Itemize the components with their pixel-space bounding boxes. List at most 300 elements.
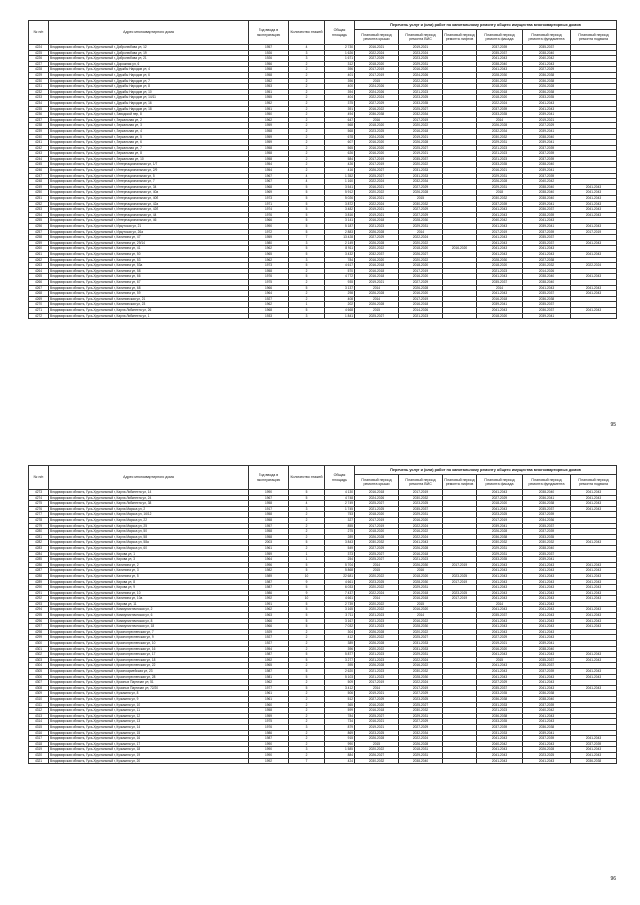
cell-heat: 2017-2019 bbox=[399, 685, 443, 691]
cell-facade: 2027-2029 bbox=[477, 635, 523, 641]
cell-area: 570 bbox=[325, 268, 355, 274]
cell-facade: 2041-2043 bbox=[477, 674, 523, 680]
cell-year: 1992 bbox=[249, 596, 289, 602]
cell-roof: 2026-2028 bbox=[355, 229, 399, 235]
col-heat: Плановый период ремонта ВИС bbox=[399, 475, 443, 490]
cell-floors: 3 bbox=[289, 506, 325, 512]
cell-floors: 5 bbox=[289, 540, 325, 546]
cell-basement: 2041-2043 bbox=[571, 624, 617, 630]
cell-facade: 2033-2035 bbox=[477, 557, 523, 563]
cell-num: 4285 bbox=[29, 557, 49, 563]
cell-foundation: 2041-2043 bbox=[523, 674, 571, 680]
cell-year: 1971 bbox=[249, 201, 289, 207]
cell-floors: 2 bbox=[289, 523, 325, 529]
cell-address: Владимирская область, Гусь-Хрустальный г, Коммунистическая ул, 6 bbox=[49, 613, 249, 619]
cell-heat: 2032-2034 bbox=[399, 179, 443, 185]
cell-heat: 2016-2018 bbox=[399, 590, 443, 596]
cell-foundation: 2037-2039 bbox=[523, 512, 571, 518]
cell-basement: 2041-2043 bbox=[571, 251, 617, 257]
cell-heat: 2020-2022 bbox=[399, 257, 443, 263]
cell-foundation: 2041-2043 bbox=[523, 106, 571, 112]
col-facade: Плановый период ремонта фасада bbox=[477, 30, 523, 45]
cell-roof: 2026-2027 bbox=[355, 168, 399, 174]
cell-roof: 2016-2020 bbox=[355, 257, 399, 263]
cell-address: Владимирская область, Гусь-Хрустальный г, Калинина ул, 10а bbox=[49, 596, 249, 602]
cell-address: Владимирская область, Гусь-Хрустальный г, Кирова ул, 9 bbox=[49, 585, 249, 591]
cell-floors: 5 bbox=[289, 652, 325, 658]
cell-num: 4254 bbox=[29, 212, 49, 218]
cell-foundation: 2041-2043 bbox=[523, 629, 571, 635]
cell-year: 1972 bbox=[249, 229, 289, 235]
cell-area: 784 bbox=[325, 257, 355, 263]
cell-num: 4246 bbox=[29, 168, 49, 174]
cell-num: 4310 bbox=[29, 696, 49, 702]
cell-num: 4299 bbox=[29, 635, 49, 641]
cell-facade: 2023-2025 bbox=[477, 512, 523, 518]
cell-facade: 2021-2023 bbox=[477, 145, 523, 151]
cell-heat: 2030-2032 bbox=[399, 201, 443, 207]
cell-num: 4253 bbox=[29, 207, 49, 213]
cell-address: Владимирская область, Гусь-Хрустальный г, Иркутская ул, 26а bbox=[49, 229, 249, 235]
cell-facade: 2017-2019 bbox=[477, 229, 523, 235]
cell-facade: 2016-2018 bbox=[477, 296, 523, 302]
cell-floors: 2 bbox=[289, 752, 325, 758]
cell-area: 4 748 bbox=[325, 495, 355, 501]
col-lift: Плановый период ремонта лифтов bbox=[443, 475, 477, 490]
cell-area: 1 160 bbox=[325, 179, 355, 185]
cell-roof: 2015 bbox=[355, 741, 399, 747]
cell-roof: 2026-2028 bbox=[355, 302, 399, 308]
cell-area: 22 681 bbox=[325, 573, 355, 579]
cell-heat: 2022-2024 bbox=[399, 534, 443, 540]
cell-foundation: 2041-2043 bbox=[523, 601, 571, 607]
cell-roof: 2027-2029 bbox=[355, 56, 399, 62]
cell-floors: 2 bbox=[289, 95, 325, 101]
cell-num: 4293 bbox=[29, 601, 49, 607]
cell-lift bbox=[443, 313, 477, 319]
cell-facade: 2037-2039 bbox=[477, 45, 523, 51]
cell-heat: 2020-2022 bbox=[399, 629, 443, 635]
cell-foundation: 2026-2028 bbox=[523, 84, 571, 90]
cell-num: 4252 bbox=[29, 201, 49, 207]
cell-roof: 2030-2032 bbox=[355, 540, 399, 546]
cell-area: 5 103 bbox=[325, 674, 355, 680]
cell-num: 4291 bbox=[29, 590, 49, 596]
cell-floors: 5 bbox=[289, 657, 325, 663]
cell-num: 4225 bbox=[29, 50, 49, 56]
cell-num: 4269 bbox=[29, 296, 49, 302]
cell-area: 1 585 bbox=[325, 747, 355, 753]
cell-address: Владимирская область, Гусь-Хрустальный г, Красных Партизан ул, 51 bbox=[49, 680, 249, 686]
cell-foundation: 2014-2026 bbox=[523, 268, 571, 274]
cell-num: 4314 bbox=[29, 719, 49, 725]
cell-roof: 2014 bbox=[355, 285, 399, 291]
cell-facade: 2017-2019 bbox=[477, 517, 523, 523]
cell-foundation: 2038-2040 bbox=[523, 274, 571, 280]
cell-area: 254 bbox=[325, 557, 355, 563]
cell-floors: 2 bbox=[289, 112, 325, 118]
cell-year: 1990 bbox=[249, 747, 289, 753]
cell-foundation: 2035-2037 bbox=[523, 551, 571, 557]
cell-area: 2 149 bbox=[325, 240, 355, 246]
cell-facade: 2040-2042 bbox=[477, 218, 523, 224]
cell-floors: 2 bbox=[289, 517, 325, 523]
cell-address: Владимирская область, Гусь-Хрустальный г, Калинина ул, 53а bbox=[49, 263, 249, 269]
cell-num: 4292 bbox=[29, 596, 49, 602]
cell-foundation: 2026-2028 bbox=[523, 747, 571, 753]
cell-area: 3 711 bbox=[325, 613, 355, 619]
cell-lift: 2017-2019 bbox=[443, 562, 477, 568]
cell-roof: 2018-2020 bbox=[355, 512, 399, 518]
cell-area: 506 bbox=[325, 691, 355, 697]
cell-area: 6 033 bbox=[325, 585, 355, 591]
cell-foundation: 2039-2041 bbox=[523, 128, 571, 134]
cell-address: Владимирская область, Гусь-Хрустальный г, Дорожная ул, 6 bbox=[49, 61, 249, 67]
cell-heat: 2027-2029 bbox=[399, 719, 443, 725]
cell-foundation: 2039-2041 bbox=[523, 168, 571, 174]
cell-address: Владимирская область, Гусь-Хрустальный г, Калинина ул, 66 bbox=[49, 274, 249, 280]
col-lift: Плановый период ремонта лифтов bbox=[443, 30, 477, 45]
cell-facade: 2018-2020 bbox=[477, 501, 523, 507]
cell-lift: 2023-2025 bbox=[443, 573, 477, 579]
cell-area: 13 428 bbox=[325, 235, 355, 241]
cell-floors: 2 bbox=[289, 529, 325, 535]
cell-area: 373 bbox=[325, 551, 355, 557]
cell-floors: 2 bbox=[289, 78, 325, 84]
cell-area: 391 bbox=[325, 106, 355, 112]
cell-year: 1980 bbox=[249, 240, 289, 246]
cell-foundation: 2035-2037 bbox=[523, 506, 571, 512]
cell-area: 678 bbox=[325, 134, 355, 140]
cell-foundation: 2041-2043 bbox=[523, 596, 571, 602]
cell-area: 7 437 bbox=[325, 590, 355, 596]
cell-roof: 2023-2025 bbox=[355, 730, 399, 736]
cell-basement: 2041-2043 bbox=[571, 501, 617, 507]
cell-facade: 2038-2040 bbox=[477, 61, 523, 67]
cell-foundation: 2039-2041 bbox=[523, 224, 571, 230]
cell-foundation: 2041-2043 bbox=[523, 573, 571, 579]
cell-year: 1961 bbox=[249, 696, 289, 702]
cell-area: 784 bbox=[325, 713, 355, 719]
cell-foundation: 2041-2043 bbox=[523, 562, 571, 568]
cell-foundation: 2041-2043 bbox=[523, 61, 571, 67]
cell-facade: 2041-2043 bbox=[477, 629, 523, 635]
cell-year: 1963 bbox=[249, 613, 289, 619]
cell-foundation: 2041-2043 bbox=[523, 618, 571, 624]
cell-year: 1996 bbox=[249, 562, 289, 568]
cell-roof: 2020-2022 bbox=[355, 635, 399, 641]
cell-heat: 2031-2033 bbox=[399, 646, 443, 652]
cell-basement: 2041-2043 bbox=[571, 674, 617, 680]
cell-area: 935 bbox=[325, 279, 355, 285]
cell-year: 1962 bbox=[249, 246, 289, 252]
cell-address: Владимирская область, Гусь-Хрустальный г, Калинина ул, 47 bbox=[49, 235, 249, 241]
cell-floors: 5 bbox=[289, 229, 325, 235]
cell-roof: 2021-2023 bbox=[355, 669, 399, 675]
cell-address: Владимирская область, Гусь-Хрустальный г, Краснопресненская ул, 16 bbox=[49, 646, 249, 652]
cell-year: 1959 bbox=[249, 235, 289, 241]
cell-num: 4290 bbox=[29, 585, 49, 591]
cell-foundation: 2041-2043 bbox=[523, 680, 571, 686]
cell-foundation: 2041-2043 bbox=[523, 590, 571, 596]
cell-year: 1990 bbox=[249, 224, 289, 230]
cell-floors: 5 bbox=[289, 224, 325, 230]
cell-facade: 2035-2037 bbox=[477, 685, 523, 691]
cell-heat: 2022-2024 bbox=[399, 235, 443, 241]
cell-facade: 2033-2035 bbox=[477, 719, 523, 725]
cell-floors: 3 bbox=[289, 724, 325, 730]
cell-num: 4284 bbox=[29, 551, 49, 557]
cell-area: 3 141 bbox=[325, 218, 355, 224]
cell-basement: 2041-2043 bbox=[571, 490, 617, 496]
cell-roof: 2020-2022 bbox=[355, 747, 399, 753]
col-basement: Плановый период ремонта подвала bbox=[571, 475, 617, 490]
cell-foundation: 2037-2039 bbox=[523, 669, 571, 675]
cell-floors: 2 bbox=[289, 296, 325, 302]
cell-roof: 2019-2021 bbox=[355, 724, 399, 730]
cell-basement: 2041-2043 bbox=[571, 562, 617, 568]
cell-area: 2 883 bbox=[325, 229, 355, 235]
cell-address: Владимирская область, Гусь-Хрустальный г, Зеркальная ул, 2 bbox=[49, 117, 249, 123]
cell-roof: 2025-2027 bbox=[355, 557, 399, 563]
cell-floors: 2 bbox=[289, 512, 325, 518]
cell-lift: 2023-2025 bbox=[443, 590, 477, 596]
cell-heat: 2017-2019 bbox=[399, 296, 443, 302]
cell-num: 4306 bbox=[29, 674, 49, 680]
cell-address: Владимирская область, Гусь-Хрустальный г, Кузьмина ул, 11 bbox=[49, 708, 249, 714]
cell-year: 1962 bbox=[249, 257, 289, 263]
cell-num: 4304 bbox=[29, 663, 49, 669]
cell-num: 4262 bbox=[29, 257, 49, 263]
cell-floors: 5 bbox=[289, 562, 325, 568]
cell-year: 1964 bbox=[249, 557, 289, 563]
cell-heat: 2018-2020 bbox=[399, 84, 443, 90]
cell-floors: 10 bbox=[289, 573, 325, 579]
cell-year: 1968 bbox=[249, 184, 289, 190]
cell-floors: 1 bbox=[289, 551, 325, 557]
cell-facade: 2041-2043 bbox=[477, 562, 523, 568]
col-floors: Количество этажей bbox=[289, 466, 325, 490]
cell-foundation: 2036-2038 bbox=[523, 296, 571, 302]
cell-heat: 2017-2019 bbox=[399, 268, 443, 274]
cell-heat: 2031-2033 bbox=[399, 168, 443, 174]
cell-heat: 2021-2023 bbox=[399, 89, 443, 95]
cell-num: 4229 bbox=[29, 72, 49, 78]
cell-year: 1987 bbox=[249, 736, 289, 742]
document-page-96 bbox=[28, 465, 616, 764]
cell-num: 4263 bbox=[29, 263, 49, 269]
cell-heat: 2021-2023 bbox=[399, 557, 443, 563]
cell-roof: 2017-2019 bbox=[355, 156, 399, 162]
cell-year: 1957 bbox=[249, 523, 289, 529]
cell-heat: 2029-2031 bbox=[399, 512, 443, 518]
cell-address: Владимирская область, Гусь-Хрустальный г, Дружбы Народов ул, 6 bbox=[49, 72, 249, 78]
cell-num: 4276 bbox=[29, 506, 49, 512]
cell-heat: 2035-2037 bbox=[399, 156, 443, 162]
cell-roof: 2016-2021 bbox=[355, 719, 399, 725]
cell-num: 4234 bbox=[29, 100, 49, 106]
cell-heat: 2023-2025 bbox=[399, 95, 443, 101]
cell-heat: 2033-2035 bbox=[399, 100, 443, 106]
col-roof: Плановый период ремонта крыши bbox=[355, 30, 399, 45]
cell-heat: 2030-2032 bbox=[399, 669, 443, 675]
cell-area: 549 bbox=[325, 545, 355, 551]
cell-year: 1981 bbox=[249, 674, 289, 680]
cell-roof: 2021-2023 bbox=[355, 674, 399, 680]
cell-facade: 2041-2043 bbox=[477, 207, 523, 213]
cell-facade: 2030-2032 bbox=[477, 540, 523, 546]
cell-year: 1927 bbox=[249, 296, 289, 302]
cell-area: 990 bbox=[325, 741, 355, 747]
cell-floors: 3 bbox=[289, 313, 325, 319]
cell-area: 396 bbox=[325, 67, 355, 73]
cell-facade: 2018 bbox=[477, 190, 523, 196]
cell-floors: 5 bbox=[289, 218, 325, 224]
cell-heat: 2022-2024 bbox=[399, 657, 443, 663]
cell-area: 3 541 bbox=[325, 184, 355, 190]
cell-floors: 5 bbox=[289, 246, 325, 252]
cell-address: Владимирская область, Гусь-Хрустальный г, Карла Либкнехта ул, 38 bbox=[49, 501, 249, 507]
cell-num: 4244 bbox=[29, 156, 49, 162]
cell-address: Владимирская область, Гусь-Хрустальный г, Зеркальная ул, 4 bbox=[49, 128, 249, 134]
cell-basement: 2041-2043 bbox=[571, 291, 617, 297]
cell-facade: 2041-2043 bbox=[477, 579, 523, 585]
cell-roof: 2017-2019 bbox=[355, 162, 399, 168]
cell-floors: 2 bbox=[289, 719, 325, 725]
cell-facade: 2016-2018 bbox=[477, 89, 523, 95]
cell-area: 5 026 bbox=[325, 196, 355, 202]
cell-area: 2 739 bbox=[325, 601, 355, 607]
table-row bbox=[29, 758, 617, 764]
cell-facade: 2041-2043 bbox=[477, 752, 523, 758]
cell-num: 4320 bbox=[29, 752, 49, 758]
cell-floors: 2 bbox=[289, 680, 325, 686]
cell-facade: 2022-2024 bbox=[477, 100, 523, 106]
cell-year: 1977 bbox=[249, 685, 289, 691]
cell-lift bbox=[443, 758, 477, 764]
cell-basement: 2037-2039 bbox=[571, 741, 617, 747]
cell-year: 1987 bbox=[249, 585, 289, 591]
cell-basement: 2041-2043 bbox=[571, 685, 617, 691]
cell-num: 4233 bbox=[29, 95, 49, 101]
cell-area: 1 841 bbox=[325, 313, 355, 319]
cell-heat: 2029-2031 bbox=[399, 713, 443, 719]
cell-floors: 2 bbox=[289, 72, 325, 78]
cell-heat: 2020-2022 bbox=[399, 123, 443, 129]
cell-floors: 5 bbox=[289, 618, 325, 624]
cell-num: 4317 bbox=[29, 736, 49, 742]
cell-area: 884 bbox=[325, 752, 355, 758]
cell-roof: 2026-2028 bbox=[355, 736, 399, 742]
cell-foundation: 2040-2042 bbox=[523, 56, 571, 62]
cell-foundation: 2038-2040 bbox=[523, 190, 571, 196]
cell-floors: 2 bbox=[289, 629, 325, 635]
cell-facade: 2026-2028 bbox=[477, 529, 523, 535]
cell-area: 1 671 bbox=[325, 56, 355, 62]
cell-num: 4226 bbox=[29, 56, 49, 62]
col-floors: Количество этажей bbox=[289, 21, 325, 45]
cell-foundation: 2041-2043 bbox=[523, 635, 571, 641]
cell-address: Владимирская область, Гусь-Хрустальный г, Коммунистическая ул, 2 bbox=[49, 607, 249, 613]
cell-foundation: 2036-2038 bbox=[523, 78, 571, 84]
cell-facade: 2028-2030 bbox=[477, 72, 523, 78]
cell-address: Владимирская область, Гусь-Хрустальный г, Интернациональная ул, 40б bbox=[49, 196, 249, 202]
cell-address: Владимирская область, Гусь-Хрустальный г, Дружбы Народов ул, 8 bbox=[49, 84, 249, 90]
cell-foundation: 2037-2039 bbox=[523, 229, 571, 235]
cell-year: 1990 bbox=[249, 741, 289, 747]
cell-num: 4273 bbox=[29, 490, 49, 496]
col-foundation: Плановый период ремонта фундамента bbox=[523, 475, 571, 490]
cell-area: 599 bbox=[325, 708, 355, 714]
cell-num: 4312 bbox=[29, 708, 49, 714]
cell-facade: 2030-2032 bbox=[477, 134, 523, 140]
cell-floors: 1 bbox=[289, 302, 325, 308]
cell-facade: 2039-2041 bbox=[477, 523, 523, 529]
cell-facade: 2041-2043 bbox=[477, 618, 523, 624]
cell-year: 1954 bbox=[249, 168, 289, 174]
cell-facade: 2014 bbox=[477, 601, 523, 607]
cell-area: 753 bbox=[325, 512, 355, 518]
cell-heat: 2014-2026 bbox=[399, 307, 443, 313]
cell-year: 1976 bbox=[249, 274, 289, 280]
cell-area: 416 bbox=[325, 168, 355, 174]
cell-floors: 2 bbox=[289, 67, 325, 73]
cell-heat: 2032-2034 bbox=[399, 730, 443, 736]
cell-floors: 3 bbox=[289, 257, 325, 263]
cell-year: 1958 bbox=[249, 501, 289, 507]
cell-foundation: 2036-2038 bbox=[523, 89, 571, 95]
cell-floors: 5 bbox=[289, 201, 325, 207]
cell-roof: 2014 bbox=[355, 296, 399, 302]
cell-foundation: 2035-2037 bbox=[523, 240, 571, 246]
cell-roof: 2025-2027 bbox=[355, 501, 399, 507]
cell-floors: 2 bbox=[289, 106, 325, 112]
cell-facade: 2041-2043 bbox=[477, 291, 523, 297]
cell-foundation: 2041-2043 bbox=[523, 685, 571, 691]
cell-num: 4303 bbox=[29, 657, 49, 663]
cell-roof: 2024-2026 bbox=[355, 495, 399, 501]
cell-roof: 2022-2024 bbox=[355, 590, 399, 596]
cell-facade: 2041-2043 bbox=[477, 747, 523, 753]
cell-floors: 2 bbox=[289, 736, 325, 742]
cell-foundation: 2039-2041 bbox=[523, 201, 571, 207]
cell-floors: 2 bbox=[289, 691, 325, 697]
cell-year: 1929 bbox=[249, 629, 289, 635]
cell-roof: 2021-2025 bbox=[355, 506, 399, 512]
cell-address: Владимирская область, Гусь-Хрустальный г, Кузьмина ул, 18 bbox=[49, 747, 249, 753]
cell-floors: 3 bbox=[289, 56, 325, 62]
cell-facade: 2026-2028 bbox=[477, 179, 523, 185]
cell-foundation: 2033-2035 bbox=[523, 534, 571, 540]
cell-roof: 2027-2029 bbox=[355, 100, 399, 106]
cell-address: Владимирская область, Гусь-Хрустальный г, Кузьмина ул, 14 bbox=[49, 724, 249, 730]
cell-address: Владимирская область, Гусь-Хрустальный г, Интернациональная ул, 5 bbox=[49, 173, 249, 179]
cell-year: 1987 bbox=[249, 579, 289, 585]
cell-facade: 2028-2030 bbox=[477, 257, 523, 263]
cell-address: Владимирская область, Гусь-Хрустальный г, Калинина ул, 29/14 bbox=[49, 240, 249, 246]
cell-heat: 2026-2030 bbox=[399, 562, 443, 568]
cell-facade: 2035-2037 bbox=[477, 613, 523, 619]
cell-num: 4249 bbox=[29, 184, 49, 190]
cell-foundation: 2038-2040 bbox=[523, 184, 571, 190]
cell-heat: 2014 bbox=[399, 613, 443, 619]
cell-year: 1958 bbox=[249, 268, 289, 274]
cell-floors: 2 bbox=[289, 151, 325, 157]
cell-heat: 2025-2027 bbox=[399, 145, 443, 151]
cell-area: 395 bbox=[325, 663, 355, 669]
cell-area: 565 bbox=[325, 145, 355, 151]
cell-floors: 4 bbox=[289, 45, 325, 51]
